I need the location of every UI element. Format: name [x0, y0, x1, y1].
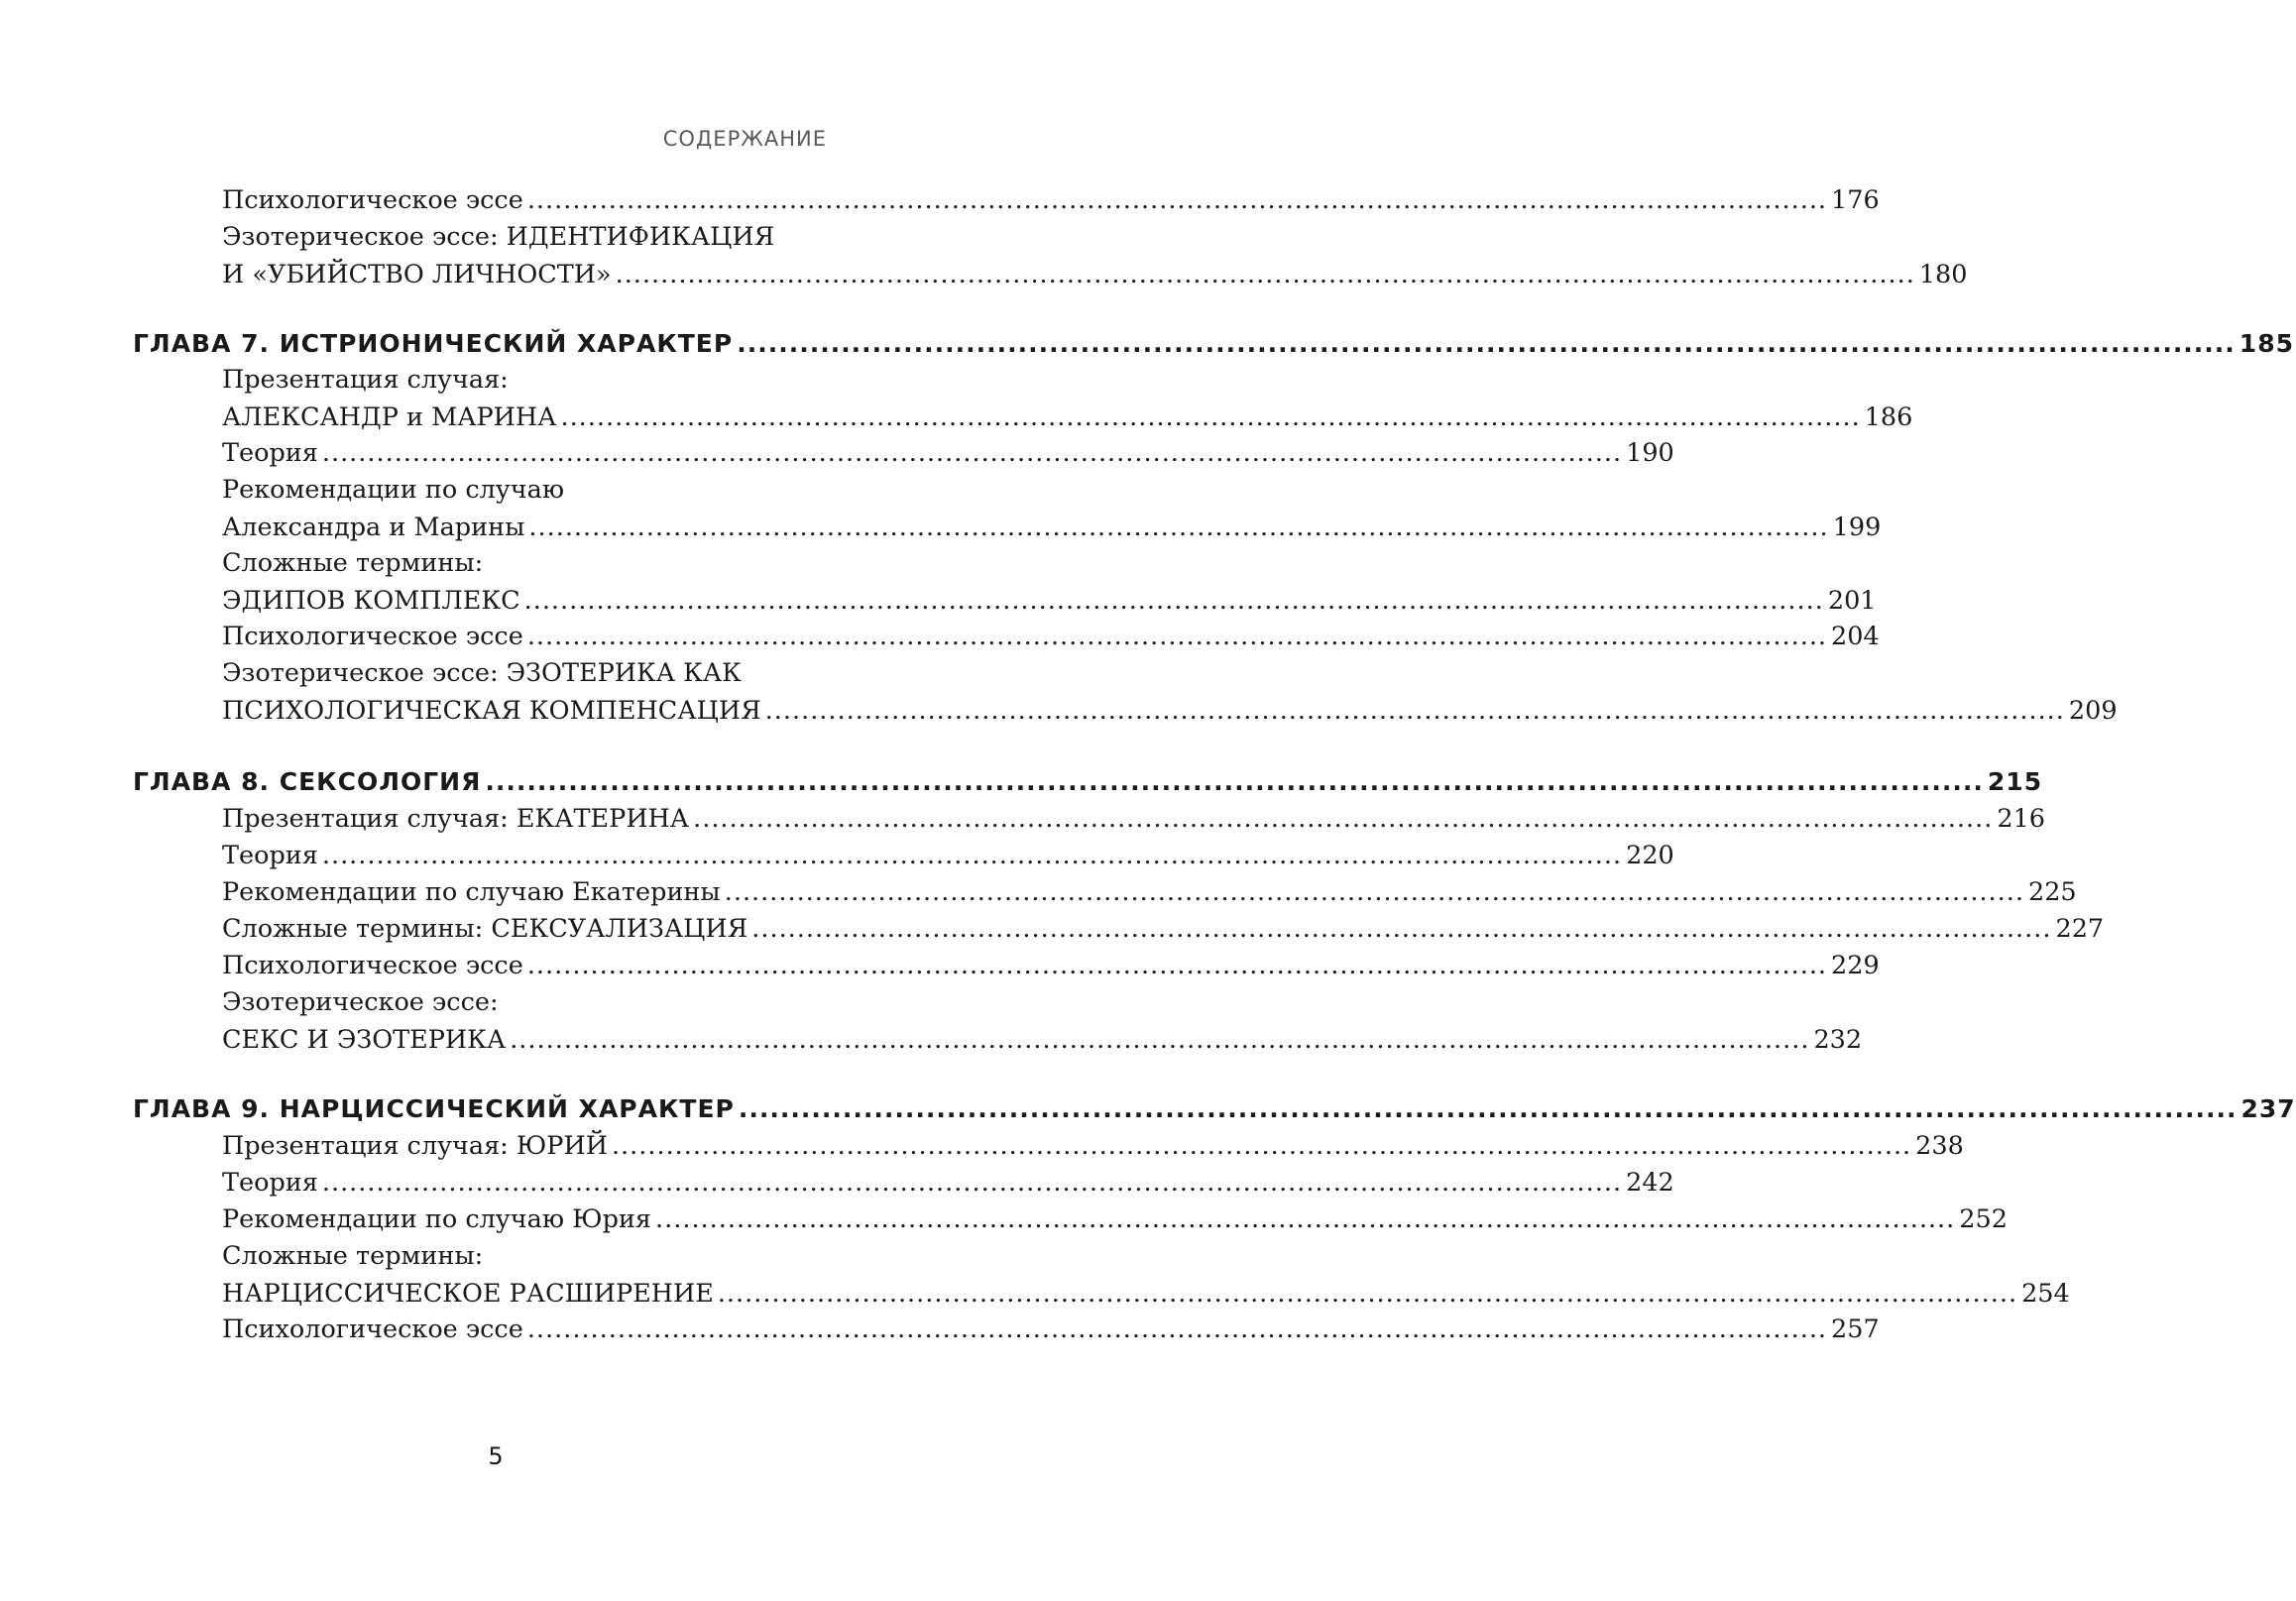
chapter-title: ГЛАВА 8. СЕКСОЛОГИЯ [133, 767, 482, 796]
chapter-heading [133, 1090, 2296, 1128]
toc-entry [222, 873, 2077, 911]
toc-entry [222, 910, 2105, 948]
toc-entry-title: И «УБИЙСТВО ЛИЧНОСТИ» [222, 260, 612, 289]
toc-entry-title: Рекомендации по случаю Юрия [222, 1204, 652, 1234]
leader-dots: ................................................................................................................................................ [717, 1279, 2018, 1309]
toc-entry-title: Презентация случая: ЕКАТЕРИНА [222, 804, 690, 834]
toc-entry-title: НАРЦИССИЧЕСКОЕ РАСШИРЕНИЕ [222, 1279, 714, 1309]
toc-entry-title: Александра и Марины [222, 513, 525, 542]
leader-dots: ................................................................................................................................................ [615, 260, 1915, 289]
leader-dots: ................................................................................................................................................ [321, 841, 1623, 870]
leader-dots: ................................................................................................................................................ [724, 877, 2024, 907]
toc-entry [222, 1237, 2070, 1313]
toc-entry-page: 252 [1959, 1204, 2008, 1234]
leader-dots: ................................................................................................................................................ [528, 513, 1829, 542]
toc-entry-page: 220 [1626, 841, 1674, 870]
leader-dots: ................................................................................................................................................ [485, 767, 1984, 796]
toc-entry-page: 232 [1813, 1025, 1863, 1055]
toc-entry-title-line: Рекомендации по случаю [222, 475, 565, 505]
toc-entry-page: 190 [1626, 438, 1674, 468]
chapter-page: 237 [2240, 1094, 2296, 1123]
leader-dots: ................................................................................................................................................ [321, 1168, 1623, 1198]
toc-entry-title: Психологическое эссе [222, 1315, 523, 1344]
toc-entry-title: ЭДИПОВ КОМПЛЕКС [222, 586, 520, 616]
toc-entry [222, 1201, 2008, 1238]
leader-dots: ................................................................................................................................................ [526, 185, 1828, 215]
toc-entry-title: Рекомендации по случаю Екатерины [222, 877, 721, 907]
toc-entry-title-line: Эзотерическое эссе: ИДЕНТИФИКАЦИЯ [222, 222, 775, 252]
toc-entry [222, 544, 1877, 620]
toc-entry-title: Теория [222, 1168, 318, 1198]
toc-entry [222, 654, 2118, 730]
toc-entry-page: 254 [2021, 1279, 2070, 1309]
toc-entry-title-line: Эзотерическое эссе: ЭЗОТЕРИКА КАК [222, 658, 742, 688]
leader-dots: ................................................................................................................................................ [737, 329, 2236, 358]
toc-entry-page: 186 [1864, 402, 1913, 432]
toc-entry-page: 238 [1915, 1131, 1964, 1161]
chapter-page: 215 [1987, 767, 2043, 796]
toc-entry-title: Психологическое эссе [222, 951, 523, 980]
toc-entry-title-line: Сложные термины: [222, 548, 484, 578]
toc-entry-title-line: Эзотерическое эссе: [222, 987, 499, 1017]
page-number: 5 [488, 1442, 504, 1470]
chapter-title: ГЛАВА 7. ИСТРИОНИЧЕСКИЙ ХАРАКТЕР [133, 329, 734, 358]
toc-entry-page: 225 [2027, 877, 2077, 907]
toc-entry-title: Сложные термины: СЕКСУАЛИЗАЦИЯ [222, 914, 748, 944]
toc-entry-page: 176 [1831, 185, 1880, 215]
leader-dots: ................................................................................................................................................ [764, 696, 2065, 726]
toc-entry [222, 1311, 1880, 1348]
chapter-title: ГЛАВА 9. НАРЦИССИЧЕСКИЙ ХАРАКТЕР [133, 1094, 735, 1123]
toc-entry-page: 180 [1918, 260, 1968, 289]
toc-entry-title: Психологическое эссе [222, 622, 523, 651]
toc-entry-title: СЕКС И ЭЗОТЕРИКА [222, 1025, 507, 1055]
chapter-heading [133, 325, 2294, 363]
toc-entry [222, 471, 1882, 546]
toc-entry-page: 257 [1831, 1315, 1880, 1344]
toc-entry-page: 216 [1997, 804, 2046, 834]
leader-dots: ................................................................................................................................................ [693, 804, 1994, 834]
toc-entry-title: АЛЕКСАНДР и МАРИНА [222, 402, 557, 432]
toc-entry-title-line: Презентация случая: [222, 365, 509, 395]
toc-entry-title-line: Сложные термины: [222, 1241, 484, 1271]
toc-entry [222, 800, 2046, 838]
leader-dots: ................................................................................................................................................ [738, 1094, 2238, 1123]
toc-entry-page: 242 [1626, 1168, 1674, 1198]
toc-entry [222, 1164, 1674, 1201]
leader-dots: ................................................................................................................................................ [321, 438, 1623, 468]
running-head: СОДЕРЖАНИЕ [662, 127, 827, 151]
toc-entry-title: Психологическое эссе [222, 185, 523, 215]
toc-entry [222, 361, 1913, 436]
leader-dots: ................................................................................................................................................ [526, 951, 1828, 980]
leader-dots: ................................................................................................................................................ [510, 1025, 1810, 1055]
toc-entry [222, 837, 1674, 874]
leader-dots: ................................................................................................................................................ [526, 622, 1828, 651]
toc-entry-page: 204 [1831, 622, 1880, 651]
toc-entry [222, 434, 1674, 472]
leader-dots: ................................................................................................................................................ [526, 1315, 1828, 1344]
toc-entry [222, 947, 1880, 984]
toc-entry [222, 618, 1880, 655]
toc-entry [222, 1127, 1964, 1165]
leader-dots: ................................................................................................................................................ [655, 1204, 1956, 1234]
leader-dots: ................................................................................................................................................ [523, 586, 1824, 616]
toc-entry-title: Презентация случая: ЮРИЙ [222, 1131, 608, 1161]
leader-dots: ................................................................................................................................................ [751, 914, 2052, 944]
toc-entry-title: ПСИХОЛОГИЧЕСКАЯ КОМПЕНСАЦИЯ [222, 696, 761, 726]
toc-entry-page: 229 [1831, 951, 1880, 980]
chapter-page: 185 [2239, 329, 2294, 358]
toc-entry-page: 209 [2068, 696, 2118, 726]
toc-entry-title: Теория [222, 841, 318, 870]
chapter-heading [133, 763, 2043, 801]
toc-entry-page: 201 [1827, 586, 1877, 616]
toc-entry [222, 983, 1863, 1059]
toc-entry-page: 199 [1832, 513, 1882, 542]
toc-entry-title: Теория [222, 438, 318, 468]
toc-entry [222, 218, 1968, 293]
toc-entry [222, 181, 1880, 219]
toc-entry-page: 227 [2055, 914, 2105, 944]
leader-dots: ................................................................................................................................................ [611, 1131, 1912, 1161]
leader-dots: ................................................................................................................................................ [560, 402, 1861, 432]
